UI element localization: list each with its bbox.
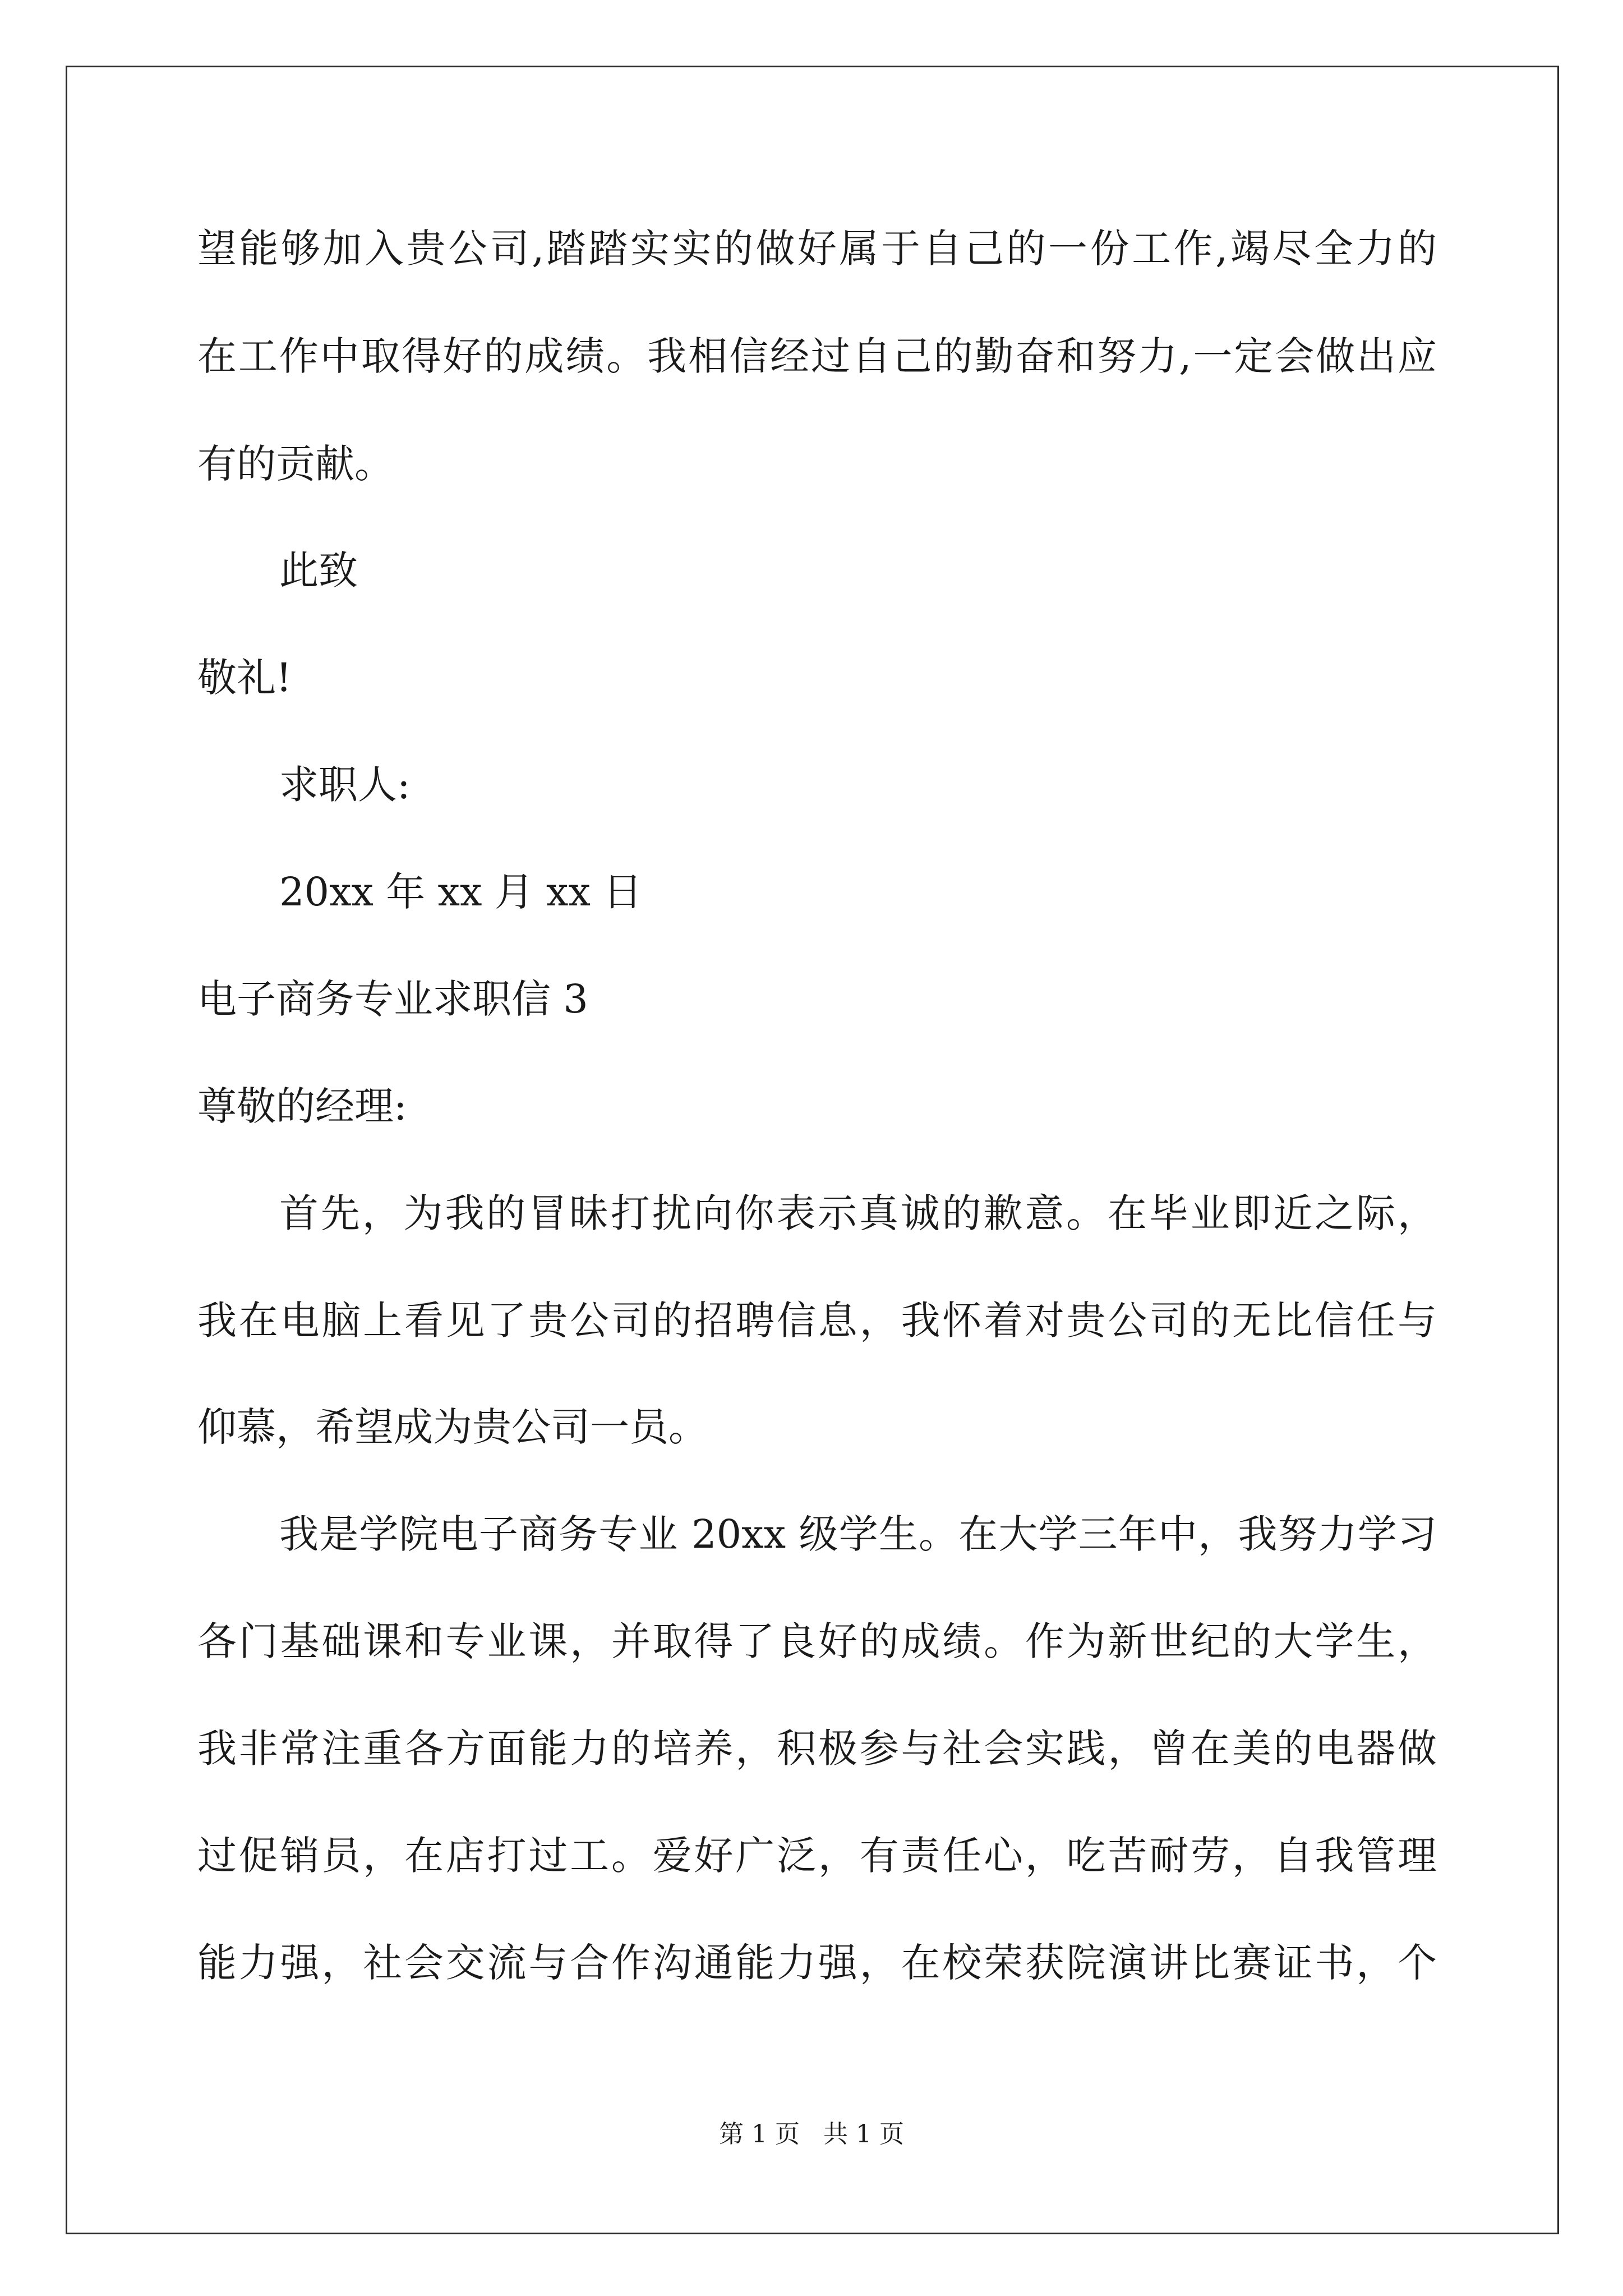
body-line-11: 我在电脑上看见了贵公司的招聘信息，我怀着对贵公司的无比信任与: [197, 1297, 1437, 1343]
body-line-12: 仰慕，希望成为贵公司一员。: [197, 1404, 708, 1450]
applicant-label: 求职人:: [279, 762, 411, 808]
body-line-16: 过促销员，在店打过工。爱好广泛，有责任心，吃苦耐劳，自我管理: [197, 1833, 1437, 1879]
body-line-15: 我非常注重各方面能力的培养，积极参与社会实践，曾在美的电器做: [197, 1726, 1437, 1772]
body-line-17: 能力强，社会交流与合作沟通能力强，在校荣获院演讲比赛证书，个: [197, 1940, 1437, 1986]
closing-regards: 敬礼!: [197, 655, 292, 701]
body-line-2: 在工作中取得好的成绩。我相信经过自己的勤奋和努力,一定会做出应: [197, 333, 1437, 379]
body-line-1: 望能够加入贵公司,踏踏实实的做好属于自己的一份工作,竭尽全力的: [197, 226, 1437, 272]
page-footer: 第 1 页 共 1 页: [719, 2120, 904, 2148]
body-line-10: 首先，为我的冒昧打扰向你表示真诚的歉意。在毕业即近之际，: [279, 1190, 1437, 1236]
page-border: [66, 66, 1559, 2234]
closing-salutation: 此致: [279, 547, 358, 593]
greeting: 尊敬的经理:: [197, 1083, 407, 1129]
body-line-13: 我是学院电子商务专业 20xx 级学生。在大学三年中，我努力学习: [279, 1511, 1437, 1557]
body-line-14: 各门基础课和专业课，并取得了良好的成绩。作为新世纪的大学生，: [197, 1618, 1437, 1664]
section-title: 电子商务专业求职信 3: [197, 976, 588, 1022]
body-line-3: 有的贡献。: [197, 441, 394, 487]
letter-date: 20xx 年 xx 月 xx 日: [279, 869, 643, 915]
